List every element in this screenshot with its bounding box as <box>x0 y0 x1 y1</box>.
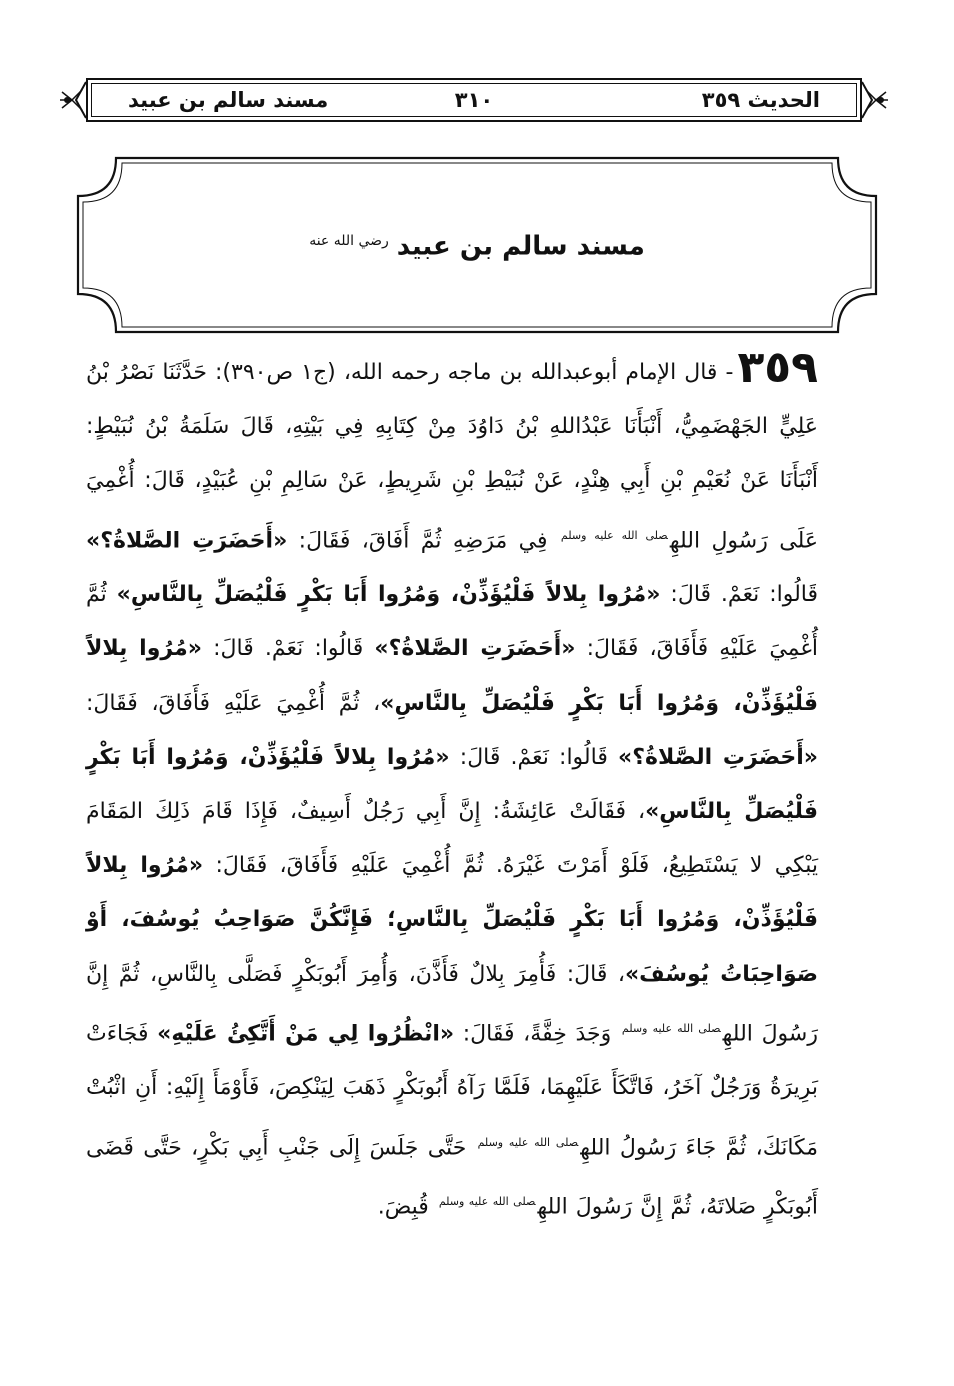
narration-text: - قال الإمام أبوعبدالله بن ماجه رحمه الله، (ج١ ص٣٩٠): حَدَّثَنَا نَصْرُ بْنُ عَلِيٍّ الجَهْضَمِيُّ، أَنْبَأَنَا عَبْدُاللهِ بْنُ دَاوُدَ مِنْ كِتَابِهِ فِي بَيْتِهِ، قَالَ سَلَمَةُ بْنُ نُبَيْطٍ: أَنْبَأَنَا عَنْ نُعَيْمِ بْنِ أَبِي هِنْدٍ، عَنْ نُبَيْطِ بْنِ شَرِيطٍ، عَنْ سَالِمِ بْنِ عُبَيْدٍ، قَالَ: أُغْمِيَ عَلَى رَسُولِ اللهِ <box>86 360 818 553</box>
header-ornament-left-icon <box>58 78 86 122</box>
header-section-title: مسند سالم بن عبيد <box>128 88 329 112</box>
page-number: ٣١٠ <box>454 88 494 112</box>
narration-text: ، قَالَ: فَأُمِرَ بِلالٌ فَأَذَّنَ، وَأُمِرَ أَبُوبَكْرٍ فَصَلَّى بِالنَّاسِ، ثُمَّ إِنَّ رَسُولَ اللهِ <box>86 961 818 1047</box>
header-ornament-right-icon <box>862 78 890 122</box>
narration-text: حَتَّى جَلَسَ إِلَى جَنْبِ أَبِي بَكْرٍ، حَتَّى قَضَى أَبُوبَكْرٍ صَلاتَهُ، ثُمَّ إِنَّ رَسُولَ اللهِ <box>86 1134 818 1220</box>
prophet-quote: «مُرُوا بِلالاً فَلْيُؤَذِّنْ، وَمُرُوا أَبَا بَكْرٍ فَلْيُصَلِّ بِالنَّاسِ؛ فَإِنَّكُنَّ صَوَاحِبُ يُوسُفَ، أَوْ صَوَاحِبَاتُ يُوسُفَ» <box>86 853 818 987</box>
narration-text: ، ثُمَّ أُغْمِيَ عَلَيْهِ فَأَفَاقَ، فَقَالَ: <box>86 690 381 716</box>
narration-text: قَالُوا: نَعَمْ. قَالَ: <box>449 744 618 770</box>
prophet-quote: «انْظُرُوا لِي مَنْ أَتَّكِئُ عَلَيْهِ» <box>157 1021 455 1047</box>
salutation-glyph: صلى الله عليه وسلم <box>477 1135 579 1149</box>
salutation-glyph: صلى الله عليه وسلم <box>621 1021 721 1035</box>
narration-text: وَجَدَ خِفَّةً، فَقَالَ: <box>454 1021 620 1047</box>
narration-text: قُبِضَ. <box>377 1194 437 1220</box>
hadith-body <box>86 342 819 1235</box>
section-title-box <box>76 156 878 334</box>
running-header <box>86 78 862 122</box>
honorific-glyph: رضي الله عنه <box>309 233 389 249</box>
prophet-quote: «مُرُوا بِلالاً فَلْيُؤَذِّنْ، وَمُرُوا أَبَا بَكْرٍ فَلْيُصَلِّ بِالنَّاسِ» <box>116 582 661 608</box>
prophet-quote: «أَحَضَرَتِ الصَّلاةُ؟» <box>86 527 288 553</box>
prophet-quote: «أَحَضَرَتِ الصَّلاةُ؟» <box>374 636 576 662</box>
narration-text: ثُمَّ أُغْمِيَ عَلَيْهِ فَأَفَاقَ، فَقَالَ: <box>86 582 818 662</box>
prophet-quote: «أَحَضَرَتِ الصَّلاةُ؟» <box>617 744 819 770</box>
salutation-glyph: صلى الله عليه وسلم <box>560 528 668 542</box>
narration-text: فَجَاءَتْ بَرِيرَةُ وَرَجُلٌ آخَرُ، فَاتَّكَأَ عَلَيْهِمَا، فَلَمَّا رَآهُ أَبُوبَكْرٍ ذَهَبَ لِيَنْكِصَ، فَأَوْمَأَ إِلَيْهِ: أَنِ اثْبُتْ مَكَانَكَ، ثُمَّ جَاءَ رَسُولُ اللهِ <box>86 1021 818 1160</box>
prophet-quote: «مُرُوا بِلالاً فَلْيُؤَذِّنْ، وَمُرُوا أَبَا بَكْرٍ فَلْيُصَلِّ بِالنَّاسِ» <box>86 636 819 716</box>
section-title-text: مسند سالم بن عبيد <box>396 231 645 262</box>
salutation-glyph: صلى الله عليه وسلم <box>438 1195 536 1209</box>
prophet-quote: «مُرُوا بِلالاً فَلْيُؤَذِّنْ، وَمُرُوا أَبَا بَكْرٍ فَلْيُصَلِّ بِالنَّاسِ» <box>86 744 818 824</box>
section-title <box>76 216 878 272</box>
narration-text: ، فَقَالَتْ عَائِشَةُ: إِنَّ أَبِي رَجُلٌ أَسِيفٌ، فَإِذَا قَامَ ذَلِكَ المَقَامَ يَبْكِي لا يَسْتَطِيعُ، فَلَوْ أَمَرْتَ غَيْرَهُ. ثُمَّ أُغْمِيَ عَلَيْهِ فَأَفَاقَ، فَقَالَ: <box>86 798 818 879</box>
narration-text: فِي مَرَضِهِ ثُمَّ أَفَاقَ، فَقَالَ: <box>287 527 559 553</box>
narration-text: قَالُوا: نَعَمْ. قَالَ: <box>201 636 375 662</box>
narration-text: قَالُوا: نَعَمْ. قَالَ: <box>660 582 819 608</box>
header-hadith-ref: الحديث ٣٥٩ <box>701 88 820 112</box>
hadith-number: ٣٥٩ <box>737 342 819 393</box>
